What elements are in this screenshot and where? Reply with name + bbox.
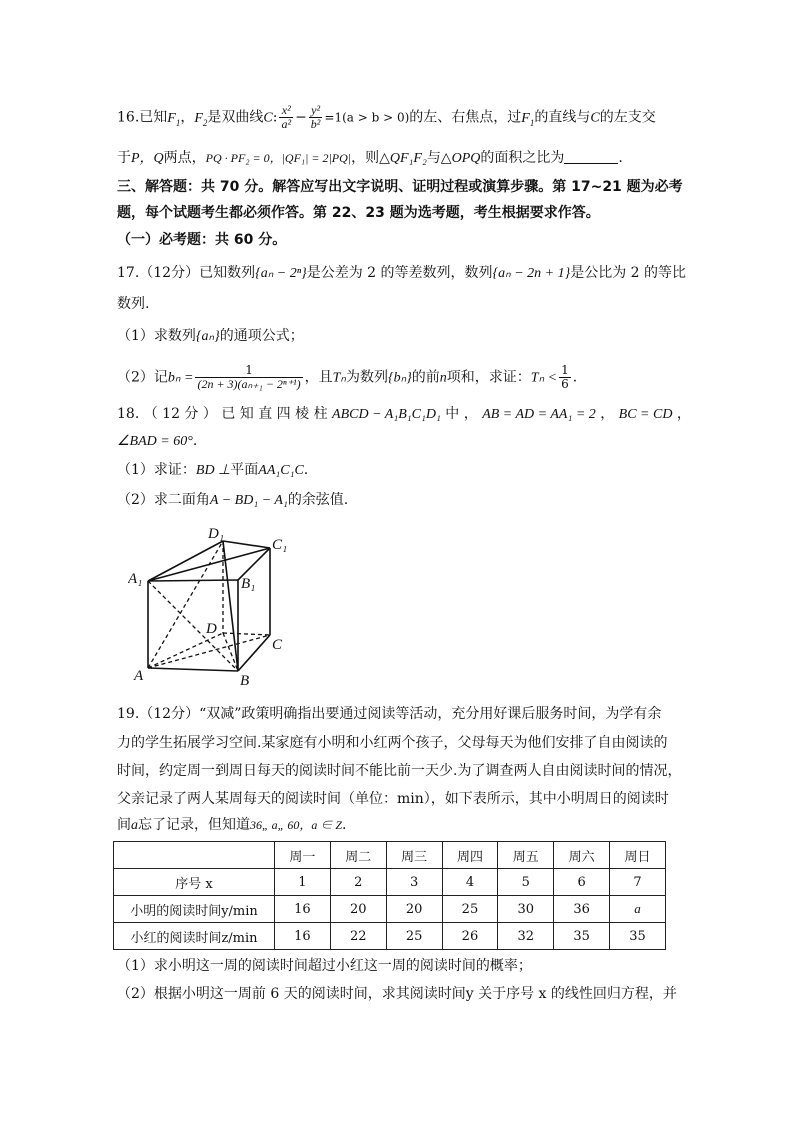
table-header-cell: 周三 <box>386 842 442 869</box>
frac-bn: $\frac{1}{\text{(2n + 3)(aₙ₊₁ − 2ⁿ⁺¹)}}$ <box>197 363 301 391</box>
table-cell: 1 <box>275 869 331 896</box>
q18-part1: （1）求证：BD ⊥平面AA₁C₁C. <box>117 462 309 478</box>
table-cell: 20 <box>330 896 386 923</box>
table-cell: 5 <box>498 869 554 896</box>
label-d1: D₁ <box>208 526 225 542</box>
table-header-cell: 周二 <box>330 842 386 869</box>
frac-one-sixth: $\frac{1}{6}$ <box>561 363 569 391</box>
table-cell: 16 <box>275 896 331 923</box>
table-header-cell: 周日 <box>610 842 666 869</box>
q19-line1: 19.（12分）“双减”政策明确指出要通过阅读等活动，充分用好课后服务时间，为学有余 <box>117 706 662 722</box>
label-b1: B₁ <box>241 576 256 592</box>
frac-y2-b2: $\frac{\text{y²}}{\text{b²}}$ <box>310 103 321 131</box>
table-header-cell: 周六 <box>554 842 610 869</box>
table-header-cell <box>114 842 275 869</box>
edge-d1-b <box>223 541 238 671</box>
q19-line5: 间a忘了记录，但知道36„ a„ 60，a ∈ Z. <box>117 817 347 833</box>
table-cell: 35 <box>554 923 610 950</box>
table-cell: 20 <box>386 896 442 923</box>
table-cell: 3 <box>386 869 442 896</box>
edge-b-c <box>238 635 270 671</box>
q16-line2: 于P，Q两点，PQ · PF₂ = 0，|QF₁| = 2|PQ|，则△QF₁F₂与△OPQ的面积之比为 . <box>117 150 623 166</box>
table-cell: 35 <box>610 923 666 950</box>
label-c: C <box>272 637 283 653</box>
section3-heading-line1: 三、解答题：共 70 分。解答应写出文字说明、证明过程或演算步骤。第 17~21 题为必考 <box>117 179 683 195</box>
label-c1: C₁ <box>272 537 288 553</box>
table-header-row <box>114 842 666 869</box>
table-header-cell: 周一 <box>275 842 331 869</box>
table-row <box>114 923 666 950</box>
q19-part1: （1）求小明这一周的阅读时间超过小红这一周的阅读时间的概率； <box>117 958 532 974</box>
table-cell: 25 <box>442 896 498 923</box>
table-cell: 2 <box>330 869 386 896</box>
table-header-cell: 周五 <box>498 842 554 869</box>
q17-line2: 数列. <box>117 296 150 312</box>
reading-time-table <box>113 841 666 950</box>
q18-line2: ∠BAD = 60°. <box>117 433 198 449</box>
edge-a-b <box>148 668 238 671</box>
row-label: 小明的阅读时间y/min <box>114 896 275 923</box>
table-cell: 25 <box>386 923 442 950</box>
row-label: 序号 x <box>114 869 275 896</box>
focus-f2: $F_2$ <box>194 110 208 128</box>
edge-a1-b1 <box>148 580 238 581</box>
answer-blank <box>564 149 618 164</box>
edge-a-d1 <box>148 541 223 668</box>
edge-a1-b-diag <box>148 581 238 671</box>
table-cell: 32 <box>498 923 554 950</box>
table-row <box>114 896 666 923</box>
label-a: A <box>134 668 144 684</box>
table-cell: 30 <box>498 896 554 923</box>
q18-line1: 18. （ 12 分 ） 已 知 直 四 棱 柱 ABCD − A₁B₁C₁D₁ 中 ， AB = AD = AA₁ = 2 ， BC = CD ， <box>117 406 691 422</box>
table-cell: 26 <box>442 923 498 950</box>
table-cell: 16 <box>275 923 331 950</box>
table-header-cell: 周四 <box>442 842 498 869</box>
label-b: B <box>240 673 250 688</box>
edge-d-c <box>223 633 270 635</box>
table-cell: 7 <box>610 869 666 896</box>
table-cell: 22 <box>330 923 386 950</box>
table-cell: a <box>610 896 666 923</box>
table-cell: 36 <box>554 896 610 923</box>
edge-d1-a1 <box>148 541 223 581</box>
q17-part1: （1）求数列{aₙ}的通项公式； <box>117 328 304 344</box>
q18-part2: （2）求二面角A − BD₁ − A₁的余弦值. <box>117 492 349 508</box>
q19-line3: 时间，约定周一到周日每天的阅读时间不能比前一天少.为了调查两人自由阅读时间的情况， <box>117 763 682 779</box>
table-cell: 6 <box>554 869 610 896</box>
prism-figure <box>128 523 298 688</box>
row-label: 小红的阅读时间z/min <box>114 923 275 950</box>
q17-part2: （2）记bₙ = $\frac{1}{\text{(2n + 3)(aₙ₊₁ − 2ⁿ⁺¹)}}$ ，且Tₙ为数列{bₙ}的前n项和，求证：Tₙ < $\frac{1}{6}$ . <box>117 363 578 391</box>
frac-x2-a2: $\frac{\text{x²}}{\text{a²}}$ <box>281 103 292 131</box>
label-a1: A₁ <box>128 571 143 587</box>
q16-line1: 16.已知$F_1$，$F_2$是双曲线C: $\frac{\text{x²}}{\text{a²}}$ − $\frac{\text{y²}}{\text{b²}}$ =1(a > b > 0)的左、右焦点，过$F_1$的直线与C的左支交 <box>117 103 656 131</box>
q19-line2: 力的学生拓展学习空间.某家庭有小明和小红两个孩子，父母每天为他们安排了自由阅读的 <box>117 735 668 751</box>
table-row <box>114 869 666 896</box>
section3-heading-line2: 题，每个试题考生都必须作答。第 22、23 题为选考题，考生根据要求作答。 <box>117 205 600 221</box>
q19-part2: （2）根据小明这一周前 6 天的阅读时间，求其阅读时间y 关于序号 x 的线性回归方程，并 <box>117 986 677 1002</box>
edge-a-c <box>148 635 270 668</box>
label-d: D <box>206 621 217 637</box>
table-cell: 4 <box>442 869 498 896</box>
q19-line4: 父亲记录了两人某周每天的阅读时间（单位：min），如下表所示，其中小明周日的阅读时 <box>117 791 669 807</box>
focus-f1: $F_1$ <box>167 110 181 128</box>
edge-c1-d1 <box>223 541 270 548</box>
section3-heading-line3: （一）必考题：共 60 分。 <box>117 232 287 248</box>
q17-line1: 17.（12分）已知数列{aₙ − 2ⁿ}是公差为 2 的等差数列，数列{aₙ − 2n + 1}是公比为 2 的等比 <box>117 265 687 281</box>
